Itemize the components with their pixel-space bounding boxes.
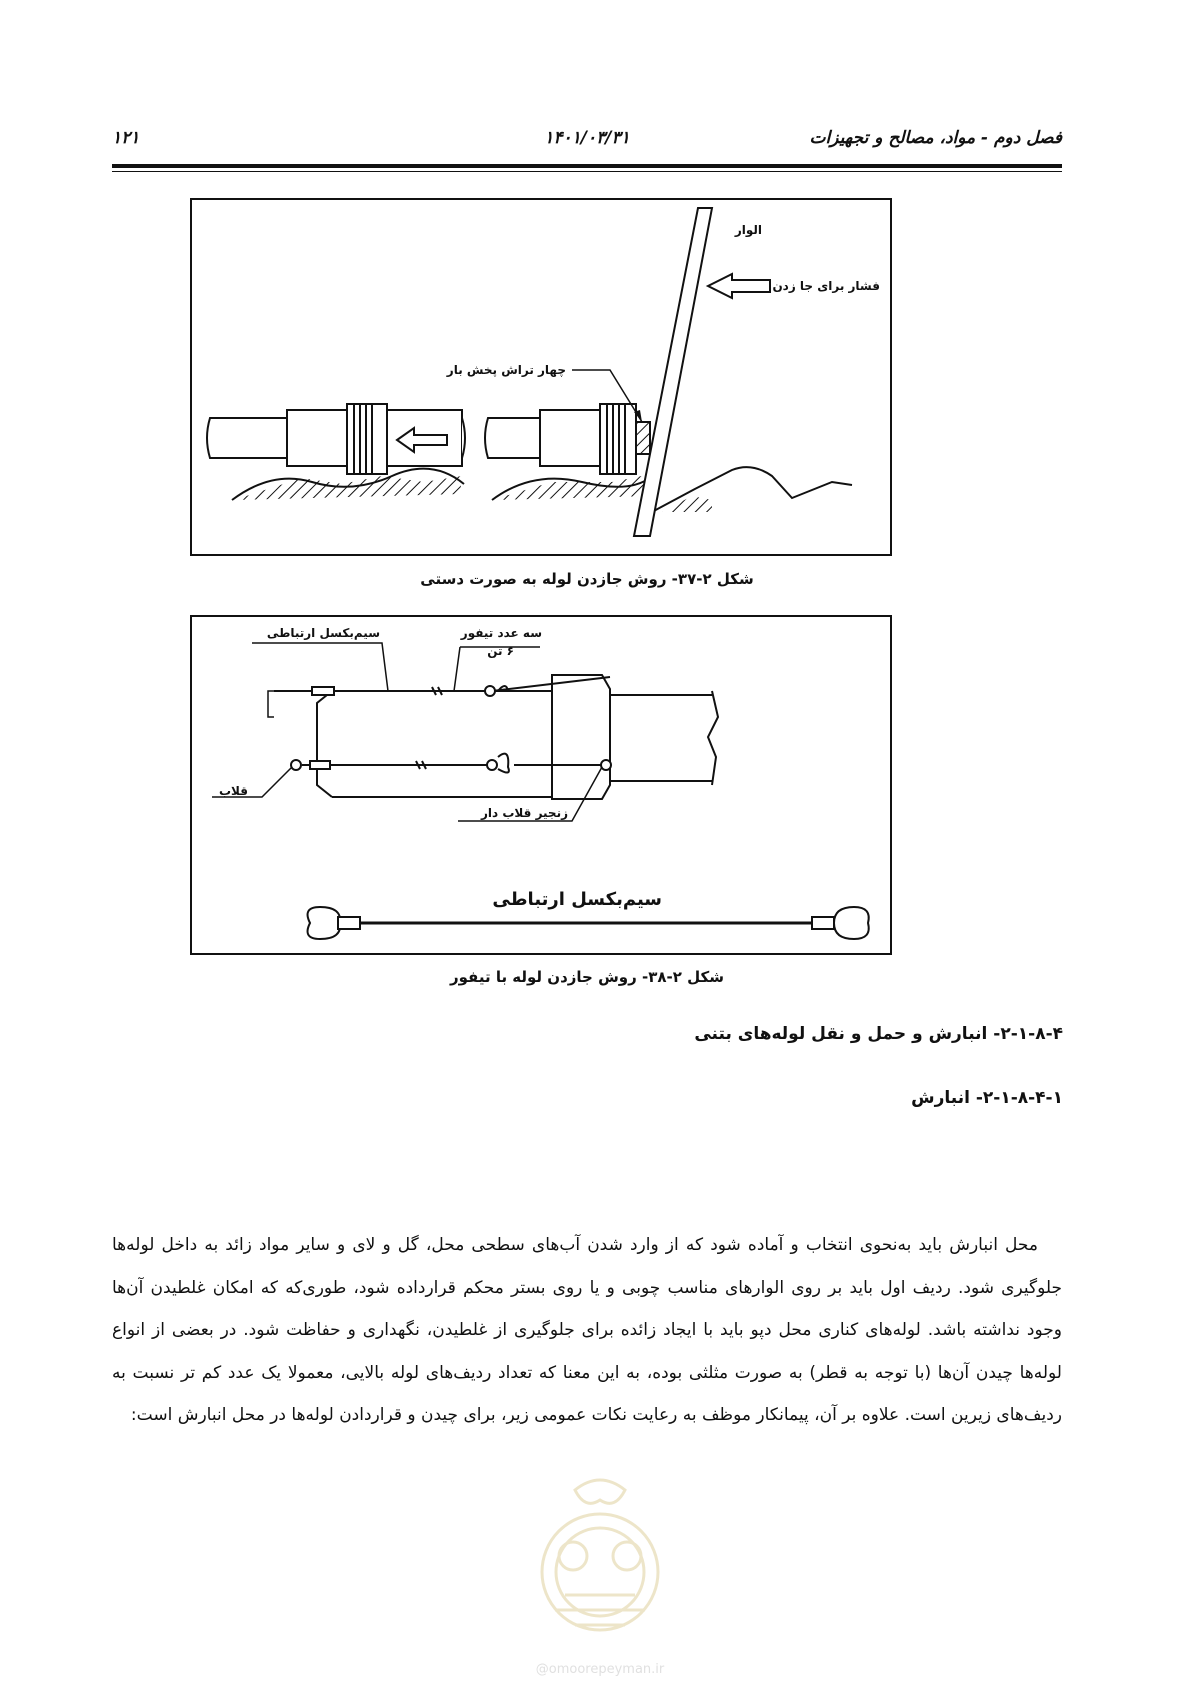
page-header [112,128,1062,158]
cable-loop-right [834,907,869,939]
label-plank: الوار [734,223,762,237]
label-connecting-cable: سیم‌بکسل ارتباطی [266,626,380,640]
label-hooked-chain: زنجیر قلاب دار [481,806,568,820]
label-hook: قلاب [218,784,248,798]
section-heading: ۲-۱-۸-۴- انبارش و حمل و نقل لوله‌های بتنی [694,1024,1063,1044]
label-load-distribution: چهار تراش پخش بار [446,363,566,377]
section-subheading: ۲-۱-۸-۴-۱- انبارش [911,1088,1063,1108]
watermark-logo [505,1460,695,1690]
figure-tirfor-pipe-jointing [190,615,892,955]
header-rule-thin [112,171,1062,172]
chapter-title: فصل دوم - مواد، مصالح و تجهیزات [809,128,1062,148]
label-six-ton: ۶ تن [487,644,514,658]
figure2-caption: شکل ۲-۳۸- روش جازدن لوله با تیفور [450,968,724,986]
label-pressure: فشار برای جا زدن [772,279,880,293]
header-date: ۱۴۰۱/۰۳/۳۱ [544,128,630,148]
right-pipe [485,404,650,474]
figure2-drawing [192,617,890,953]
label-three-tirfor: سه عدد تیفور [460,626,542,640]
ground-left [234,476,462,500]
figure-manual-pipe-jointing [190,198,892,556]
watermark-site: @omoorepeyman.ir [535,1662,665,1677]
watermark-seal-icon [505,1460,695,1660]
pressure-arrow [708,274,770,298]
body-paragraph [112,1224,1062,1437]
figure1-drawing [192,200,890,554]
label-connecting-cable-bottom: سیم‌بکسل ارتباطی [492,889,662,910]
page-number: ۱۲۱ [112,128,140,148]
paragraph-text: محل انبارش باید به‌نحوی انتخاب و آماده شود که از وارد شدن آب‌های سطحی محل، گل و لای و سایر مواد زائد به داخل لوله‌ها جلوگیری شود. ردیف اول باید بر روی الوارهای مناسب چوبی و یا روی بستر محکم قرارداده شود، طوری‌که که امکان غلطیدن آن‌ها وجود نداشته باشد. لوله‌های کناری محل دپو باید با ایجاد زائده برای جلوگیری از غلطیدن، نگهداری و حفاظت شود. در بعضی از انواع لوله‌ها چیدن آن‌ها (با توجه به قطر) به صورت مثلثی بوده، به این معنا که تعداد ردیف‌های لوله بالایی، معمولا یک عدد کم تر نسبت به ردیف‌های زیرین است. علاوه بر آن، پیمانکار موظف به رعایت نکات عمومی زیر، برای چیدن و قراردادن لوله‌ها در محل انبارش است: [112,1235,1062,1425]
figure1-caption: شکل ۲-۳۷- روش جازدن لوله به صورت دستی [420,570,754,588]
cable-loop-left [308,907,341,939]
header-rule-thick [112,164,1062,168]
